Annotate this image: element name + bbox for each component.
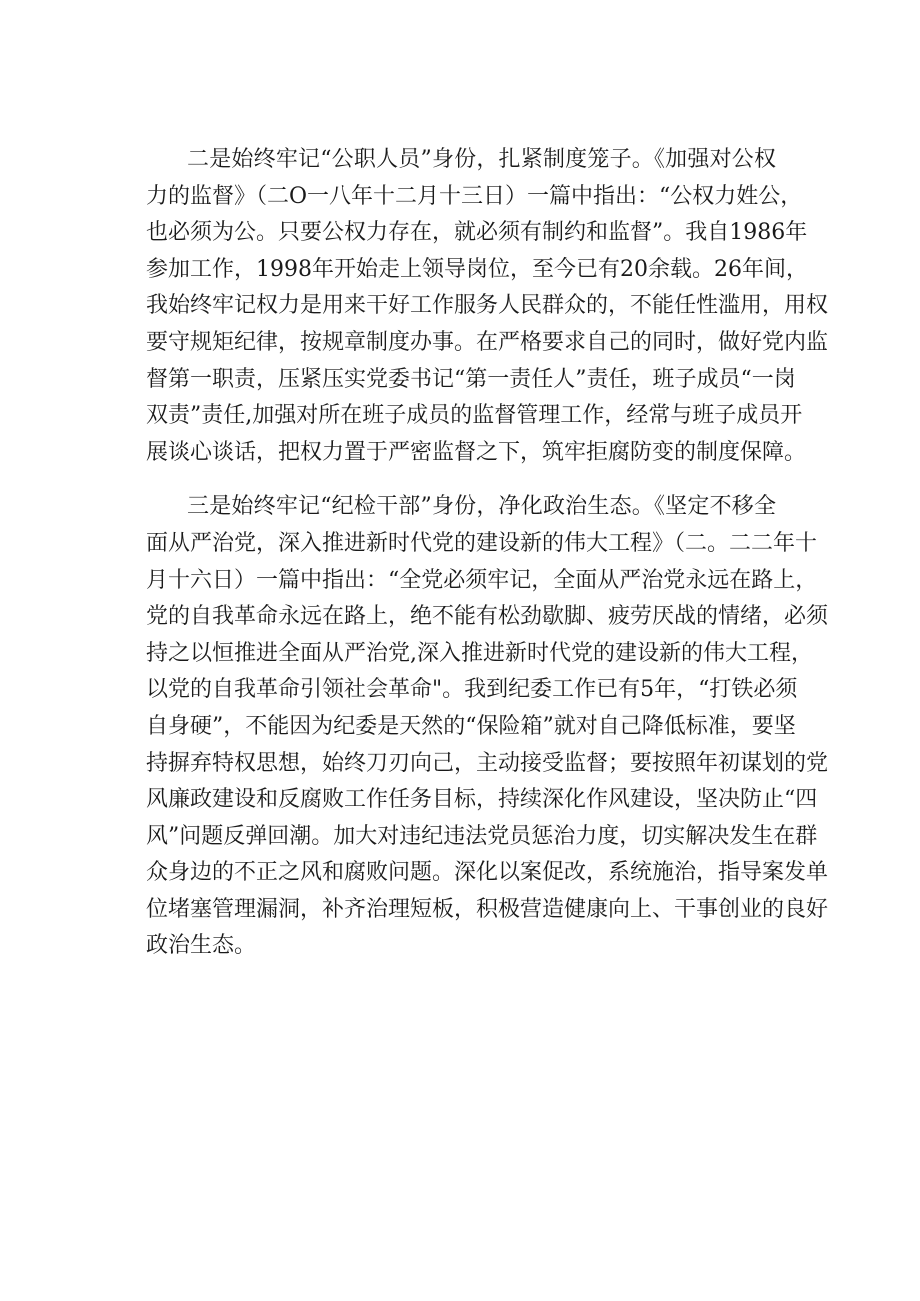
text-line: 众身边的不正之风和腐败问题。深化以案促改，系统施治，指导案发单 [146, 860, 829, 886]
text-line: 持摒弃特权思想，始终刀刃向己，主动接受监督；要按照年初谋划的党 [146, 750, 829, 776]
document-body [146, 142, 829, 965]
text-line: 党的自我革命永远在路上，绝不能有松劲歇脚、疲劳厌战的情绪，必须 [146, 604, 829, 630]
text-line: 也必须为公。只要公权力存在，就必须有制约和监督”。我自1986年 [146, 220, 808, 246]
text-line: 要守规矩纪律，按规章制度办事。在严格要求自己的同时，做好党内监 [146, 329, 829, 355]
text-line: 以党的自我革命引领社会革命"。我到纪委工作已有5年，“打铁必须 [146, 677, 798, 703]
text-line: 自身硬”，不能因为纪委是天然的“保险箱”就对自己降低标准，要坚 [146, 713, 796, 739]
paragraph-spacer [146, 471, 776, 489]
text-line: 面从严治党，深入推进新时代党的建设新的伟大工程》（二。二二年十 [146, 530, 818, 556]
text-line: 政治生态。 [146, 933, 257, 959]
text-line: 双责”责任,加强对所在班子成员的监督管理工作，经常与班子成员开 [146, 403, 803, 429]
text-line: 二是始终牢记“公职人员”身份，扎紧制度笼子。《加强对公权 [187, 147, 776, 172]
text-line: 风廉政建设和反腐败工作任务目标，持续深化作风建设，坚决防止“四 [146, 787, 818, 813]
text-line: 督第一职责，压紧压实党委书记“第一责任人”责任，班子成员“一岗 [146, 366, 796, 392]
paragraph-3 [146, 489, 829, 965]
text-line: 展谈心谈话，把权力置于严密监督之下，筑牢拒腐防变的制度保障。 [146, 439, 807, 465]
text-line: 我始终牢记权力是用来干好工作服务人民群众的，不能任性滥用，用权 [146, 293, 829, 319]
text-line: 三是始终牢记“纪检干部”身份，净化政治生态。《坚定不移全 [187, 494, 776, 520]
text-line: 位堵塞管理漏洞，补齐治理短板，积极营造健康向上、干事创业的良好 [146, 896, 829, 922]
text-line: 持之以恒推进全面从严治党,深入推进新时代党的建设新的伟大工程， [146, 640, 813, 666]
text-line: 力的监督》（二O一八年十二月十三日）一篇中指出：“公权力姓公， [146, 183, 803, 209]
paragraph-2 [146, 142, 829, 471]
text-line: 月十六日）一篇中指出：“全党必须牢记，全面从严治党永远在路上， [146, 567, 818, 593]
text-line: 参加工作，1998年开始走上领导岗位，至今已有20余载。26年间， [146, 256, 808, 282]
text-line: 风”问题反弹回潮。加大对违纪违法党员惩治力度，切实解决发生在群 [146, 823, 818, 849]
